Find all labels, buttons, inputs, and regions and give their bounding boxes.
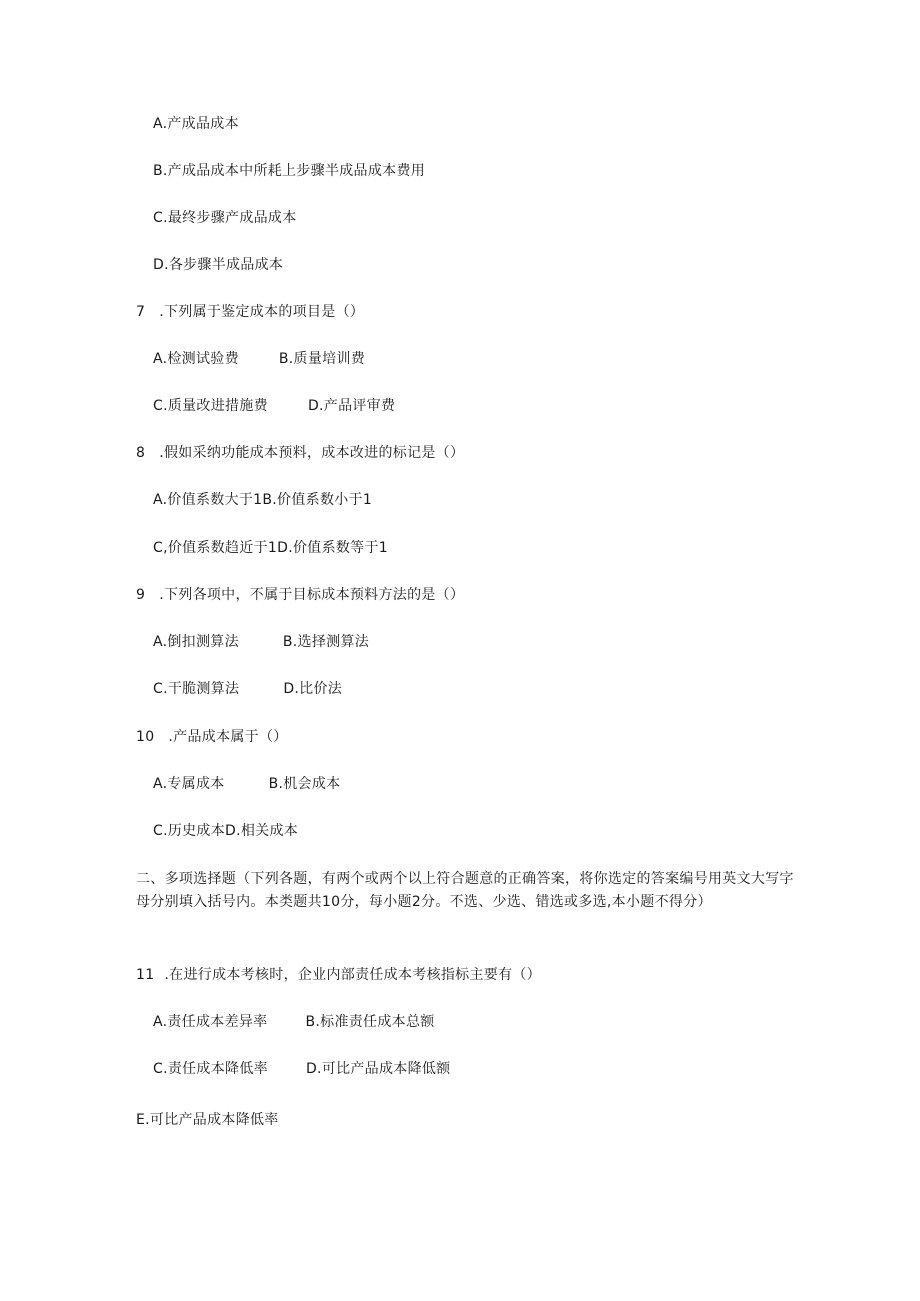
question-text: .在进行成本考核时，企业内部责任成本考核指标主要有（） — [164, 967, 541, 983]
question-10 — [136, 728, 288, 746]
q10-options-cd: C.历史成本D.相关成本 — [153, 823, 299, 839]
option-d: D.可比产品成本降低额 — [305, 1061, 451, 1077]
question-text: .假如采纳功能成本预料，成本改进的标记是（） — [159, 445, 465, 461]
q11-options-ab — [153, 1013, 435, 1031]
q10-options-ab — [153, 775, 340, 793]
question-number: 11 — [136, 967, 155, 983]
question-9 — [136, 586, 464, 604]
question-8 — [136, 444, 464, 462]
option-d: D.各步骤半成品成本 — [153, 257, 284, 273]
option-b: B.机会成本 — [268, 776, 341, 792]
option-c: C.责任成本降低率 — [153, 1061, 268, 1077]
question-7 — [136, 303, 364, 321]
q7-options-ab — [153, 350, 365, 368]
q11-option-e: E.可比产品成本降低率 — [136, 1112, 279, 1128]
question-11 — [136, 966, 541, 984]
option-b: B.标准责任成本总额 — [305, 1014, 435, 1030]
question-text: .下列各项中，不属于目标成本预料方法的是（） — [159, 587, 465, 603]
option-b: B.产成品成本中所耗上步骤半成品成本费用 — [153, 163, 426, 179]
q8-options-ab: A.价值系数大于1B.价值系数小于1 — [153, 492, 373, 508]
option-c: C.最终步骤产成品成本 — [153, 210, 297, 226]
option-b: B.选择测算法 — [282, 634, 370, 650]
question-number: 7 — [136, 304, 146, 320]
question-text: .下列属于鉴定成本的项目是（） — [159, 304, 365, 320]
option-a: A.专属成本 — [153, 776, 225, 792]
option-a: A.责任成本差异率 — [153, 1014, 268, 1030]
option-a: A.倒扣测算法 — [153, 634, 239, 650]
question-number: 8 — [136, 445, 146, 461]
option-d: D.产品评审费 — [307, 398, 396, 414]
option-c: C.干脆测算法 — [153, 681, 240, 697]
option-d: D.比价法 — [283, 681, 343, 697]
section-heading-multiple-choice: 二、多项选择题（下列各题，有两个或两个以上符合题意的正确答案，将你选定的答案编号用英文大写字母分别填入括号内。本类题共10分，每小题2分。不选、少选、错选或多选,本小题不得分） — [136, 871, 794, 910]
q9-options-ab — [153, 633, 369, 651]
q11-options-cd — [153, 1060, 450, 1078]
option-a: A.产成品成本 — [153, 116, 239, 132]
question-text: .产品成本属于（） — [168, 729, 288, 745]
option-c: C.质量改进措施费 — [153, 398, 268, 414]
option-b: B.质量培训费 — [278, 351, 366, 367]
q9-options-cd — [153, 680, 342, 698]
option-a: A.检测试验费 — [153, 351, 239, 367]
q7-options-cd — [153, 397, 395, 415]
q8-options-cd: C,价值系数趋近于1D.价值系数等于1 — [153, 540, 388, 556]
question-number: 10 — [136, 729, 155, 745]
question-number: 9 — [136, 587, 146, 603]
